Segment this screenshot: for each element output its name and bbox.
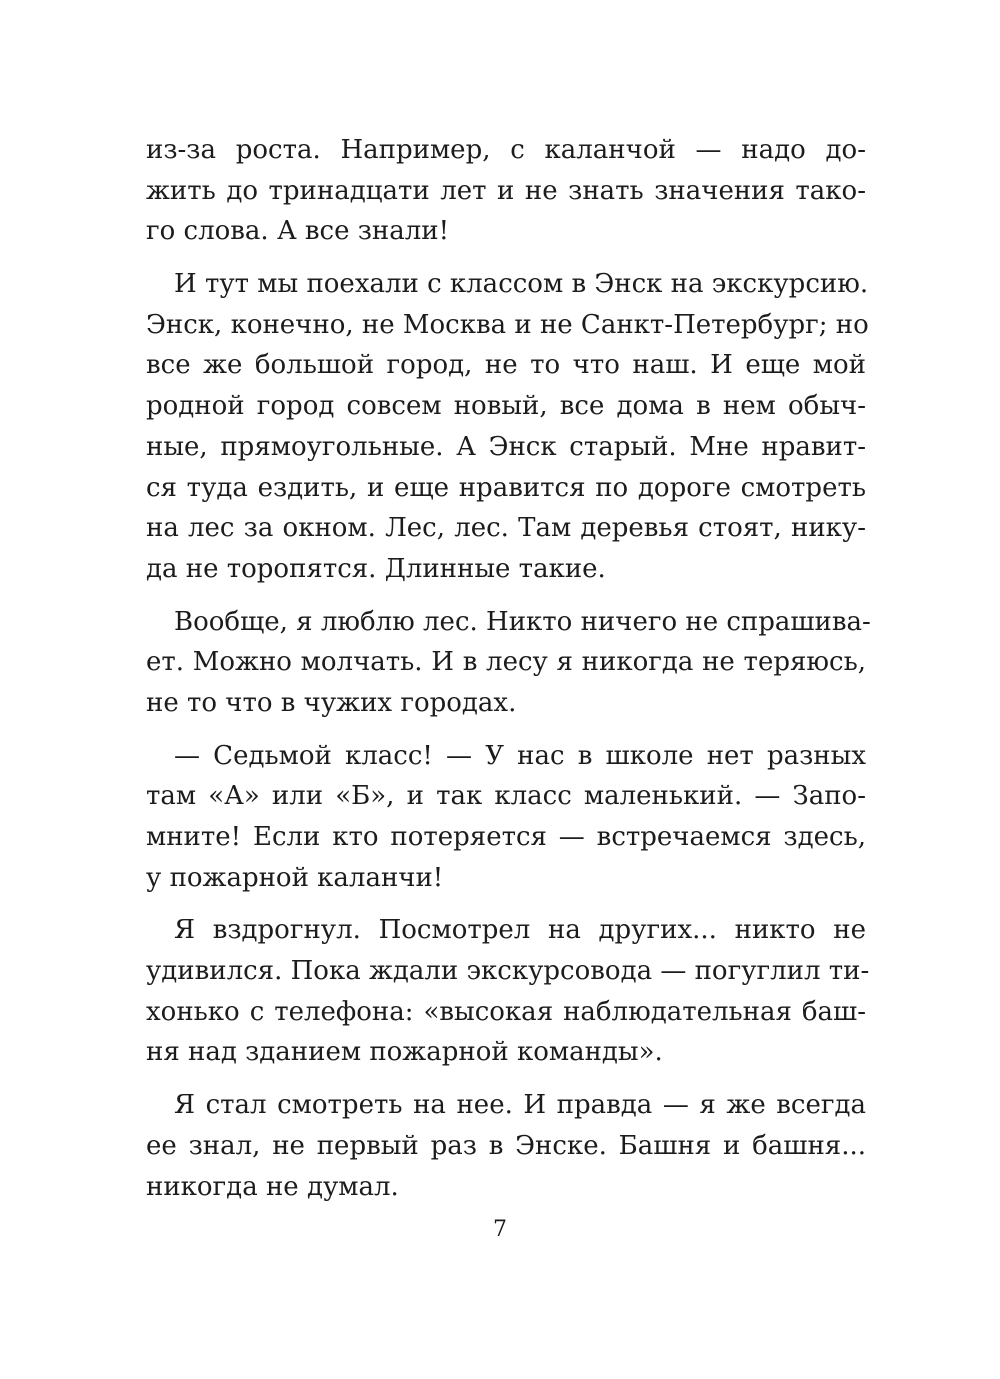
text-line: Я вздрогнул. Посмотрел на других... никто не — [174, 915, 866, 946]
text-line: ее знал, не первый раз в Энске. Башня и башня... — [146, 1130, 866, 1161]
text-line: го слова. А все знали! — [146, 216, 450, 247]
text-line: там «А» или «Б», и так класс маленький. — Запо- — [146, 781, 866, 812]
text-line: все же большой город, не то что наш. И еще мой — [146, 350, 866, 381]
text-line: ные, прямоугольные. А Энск старый. Мне нравит- — [146, 431, 866, 462]
text-line: Энск, конечно, не Москва и не Санкт-Петербург; но — [146, 309, 869, 340]
text-line: мните! Если кто потеряется — встречаемся здесь, — [146, 822, 866, 852]
text-line: у пожарной каланчи! — [146, 862, 444, 893]
text-line: на лес за окном. Лес, лес. Там деревья стоят, нику- — [146, 513, 866, 544]
text-line: И тут мы поехали с классом в Энск на экскурсию. — [174, 269, 869, 300]
paragraph — [146, 736, 866, 899]
page-number: 7 — [493, 1217, 507, 1242]
text-line: из-за роста. Например, с каланчой — надо до- — [146, 135, 866, 165]
text-line: жить до тринадцати лет и не знать значения тако- — [146, 175, 866, 206]
paragraph — [146, 910, 870, 1073]
text-line: Я стал смотреть на нее. И правда — я же всегда — [174, 1090, 866, 1121]
text-line: — Седьмой класс! — У нас в школе нет разных — [174, 740, 866, 771]
paragraph — [146, 1085, 866, 1207]
text-line: да не торопятся. Длинные такие. — [146, 553, 606, 584]
text-line: Вообще, я люблю лес. Никто ничего не спрашива- — [174, 606, 871, 637]
body-text — [146, 130, 871, 1219]
text-line: хонько с телефона: «высокая наблюдательная баш- — [146, 996, 866, 1027]
text-line: ня над зданием пожарной команды». — [146, 1037, 663, 1068]
paragraph — [146, 264, 869, 590]
text-line: никогда не думал. — [146, 1171, 399, 1202]
text-line: удивился. Пока ждали экскурсовода — погуглил ти- — [146, 956, 870, 987]
text-line: ся туда ездить, и еще нравится по дороге смотреть — [146, 472, 866, 503]
text-line: ет. Можно молчать. И в лесу я никогда не теряюсь, — [146, 647, 866, 678]
paragraph — [146, 602, 871, 724]
text-line: родной город совсем новый, все дома в нем обыч- — [146, 391, 866, 422]
paragraph — [146, 130, 866, 252]
text-line: не то что в чужих городах. — [146, 687, 517, 718]
